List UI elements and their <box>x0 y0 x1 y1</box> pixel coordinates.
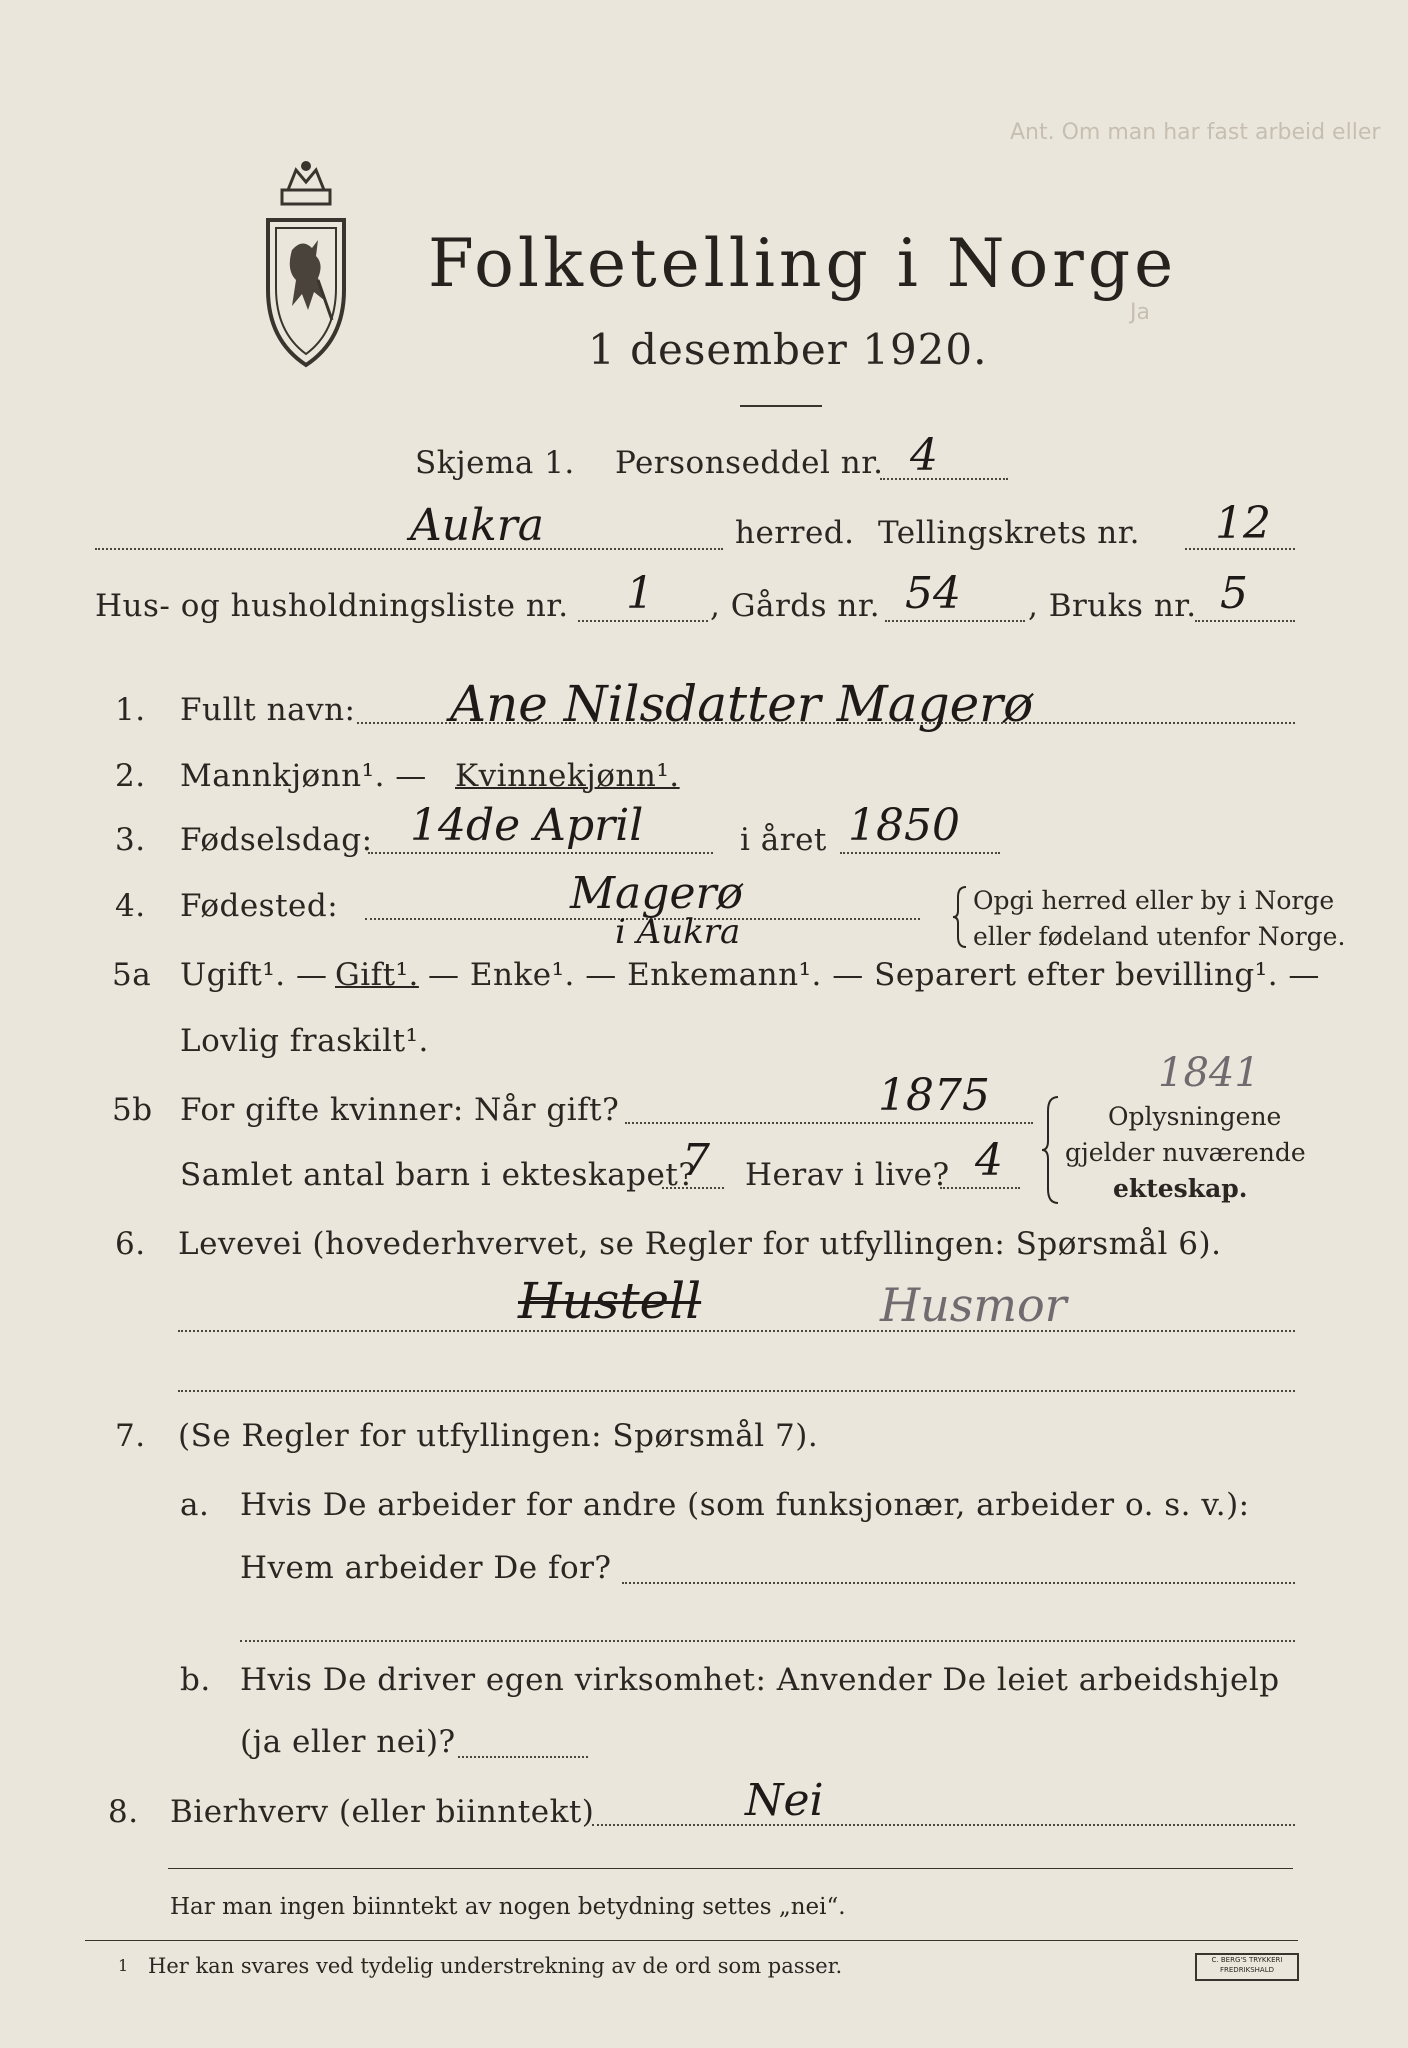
q4-label: Fødested: <box>180 888 339 924</box>
birth-year-field[interactable] <box>840 852 1000 854</box>
q7b-letter: b. <box>180 1662 211 1698</box>
bruks-value: 5 <box>1220 568 1248 619</box>
q7a-text: Hvis De arbeider for andre (som funksjonær, arbeider o. s. v.): <box>240 1487 1250 1523</box>
employer-field-2[interactable] <box>240 1640 1295 1642</box>
q3-label: Fødselsdag: <box>180 822 373 858</box>
printer-name: C. BERG'S TRYKKERI <box>1211 1956 1283 1964</box>
children-value: 7 <box>682 1135 710 1186</box>
q7a-sub: Hvem arbeider De for? <box>240 1550 612 1586</box>
footnote-mark: 1 <box>118 1956 129 1975</box>
married-when-value: 1875 <box>878 1070 990 1121</box>
q7b-sub: (ja eller nei)? <box>240 1724 456 1760</box>
herred-value: Aukra <box>410 500 545 551</box>
norway-coat-of-arms-icon <box>258 160 354 370</box>
birth-year-value: 1850 <box>848 800 960 851</box>
birthplace-note-1: Opgi herred eller by i Norge <box>973 886 1335 915</box>
marriage-note-1: Oplysningene <box>1108 1102 1282 1131</box>
q1-label: Fullt navn: <box>180 692 356 728</box>
q4-number: 4. <box>115 888 146 924</box>
q6-label: Levevei (hovederhvervet, se Regler for utfyllingen: Spørsmål 6). <box>178 1226 1222 1262</box>
full-name-value: Ane Nilsdatter Magerø <box>450 675 1034 733</box>
birthplace-value: Magerø <box>570 868 744 919</box>
married-option-selected[interactable]: Gift¹. <box>335 957 419 993</box>
q8-number: 8. <box>108 1794 139 1830</box>
note-divider <box>168 1868 1293 1869</box>
occupation-field-2[interactable] <box>178 1390 1295 1392</box>
bruks-label: , Bruks nr. <box>1028 588 1197 624</box>
bleed-through-text: Ant. Om man har fast arbeid eller <box>1010 120 1381 145</box>
q5b-number: 5b <box>112 1092 153 1128</box>
gards-value: 54 <box>905 568 961 619</box>
married-when-correction: 1841 <box>1158 1050 1260 1096</box>
liste-field[interactable] <box>578 620 708 622</box>
herred-field[interactable] <box>95 548 723 550</box>
q1-number: 1. <box>115 692 146 728</box>
birthplace-note-2: eller fødeland utenfor Norge. <box>973 922 1346 951</box>
q7-label: (Se Regler for utfyllingen: Spørsmål 7). <box>178 1418 819 1454</box>
brace-icon <box>1040 1095 1060 1205</box>
herred-label: herred. <box>735 515 855 551</box>
q2-number: 2. <box>115 758 146 794</box>
employer-field[interactable] <box>622 1582 1295 1584</box>
q5a-number: 5a <box>112 957 152 993</box>
divorced-option[interactable]: Lovlig fraskilt¹. <box>180 1023 429 1059</box>
tellingskrets-label: Tellingskrets nr. <box>878 515 1140 551</box>
married-when-label: For gifte kvinner: Når gift? <box>180 1092 620 1128</box>
tellingskrets-value: 12 <box>1215 498 1271 549</box>
marriage-note-3: ekteskap. <box>1113 1174 1248 1203</box>
hired-help-field[interactable] <box>458 1756 588 1758</box>
schema-label: Skjema 1. <box>415 445 575 481</box>
year-label: i året <box>740 822 827 858</box>
gards-label: , Gårds nr. <box>710 588 881 624</box>
personseddel-field[interactable] <box>880 478 1008 480</box>
unmarried-option[interactable]: Ugift¹. — <box>180 957 328 993</box>
marital-options-rest[interactable]: — Enke¹. — Enkemann¹. — Separert efter bevilling¹. — <box>428 957 1320 993</box>
q7a-letter: a. <box>180 1487 210 1523</box>
footnote-divider <box>85 1940 1298 1941</box>
birthplace-value-line2: i Aukra <box>615 912 741 952</box>
footnote-text: Her kan svares ved tydelig understrekning av de ord som passer. <box>148 1954 843 1978</box>
side-income-note: Har man ingen biinntekt av nogen betydning settes „nei“. <box>170 1894 846 1920</box>
birthday-field[interactable] <box>368 852 713 854</box>
personseddel-label: Personseddel nr. <box>615 445 884 481</box>
liste-label: Hus- og husholdningsliste nr. <box>95 588 569 624</box>
census-date: 1 desember 1920. <box>588 325 988 374</box>
children-field[interactable] <box>662 1187 724 1189</box>
liste-value: 1 <box>626 568 654 619</box>
q3-number: 3. <box>115 822 146 858</box>
bruks-field[interactable] <box>1195 620 1295 622</box>
children-label: Samlet antal barn i ekteskapet? <box>180 1157 696 1193</box>
side-income-value: Nei <box>745 1775 824 1826</box>
occupation-value: Husmor <box>880 1278 1067 1332</box>
printer-stamp <box>1195 1953 1299 1981</box>
marriage-note-2: gjelder nuværende <box>1065 1138 1306 1167</box>
q8-label: Bierhverv (eller biinntekt) <box>170 1794 595 1830</box>
birthday-value: 14de April <box>410 800 644 851</box>
occupation-field[interactable] <box>178 1330 1295 1332</box>
alive-field[interactable] <box>940 1187 1020 1189</box>
q7-number: 7. <box>115 1418 146 1454</box>
alive-value: 4 <box>975 1135 1003 1186</box>
female-option-selected[interactable]: Kvinnekjønn¹. <box>455 758 680 794</box>
male-option[interactable]: Mannkjønn¹. — <box>180 758 427 794</box>
gards-field[interactable] <box>885 620 1025 622</box>
married-when-field[interactable] <box>625 1122 1033 1124</box>
header-divider <box>740 405 822 407</box>
q6-number: 6. <box>115 1226 146 1262</box>
brace-icon <box>952 885 968 949</box>
alive-label: Herav i live? <box>745 1157 950 1193</box>
form-title: Folketelling i Norge <box>428 225 1178 302</box>
occupation-value-struck: Hustell <box>518 1272 702 1330</box>
printer-city: FREDRIKSHALD <box>1219 1966 1274 1974</box>
bleed-through-text: Ja <box>1130 300 1150 325</box>
side-income-field[interactable] <box>592 1824 1295 1826</box>
personseddel-value: 4 <box>910 430 938 481</box>
q7b-text: Hvis De driver egen virksomhet: Anvender De leiet arbeidshjelp <box>240 1662 1280 1698</box>
